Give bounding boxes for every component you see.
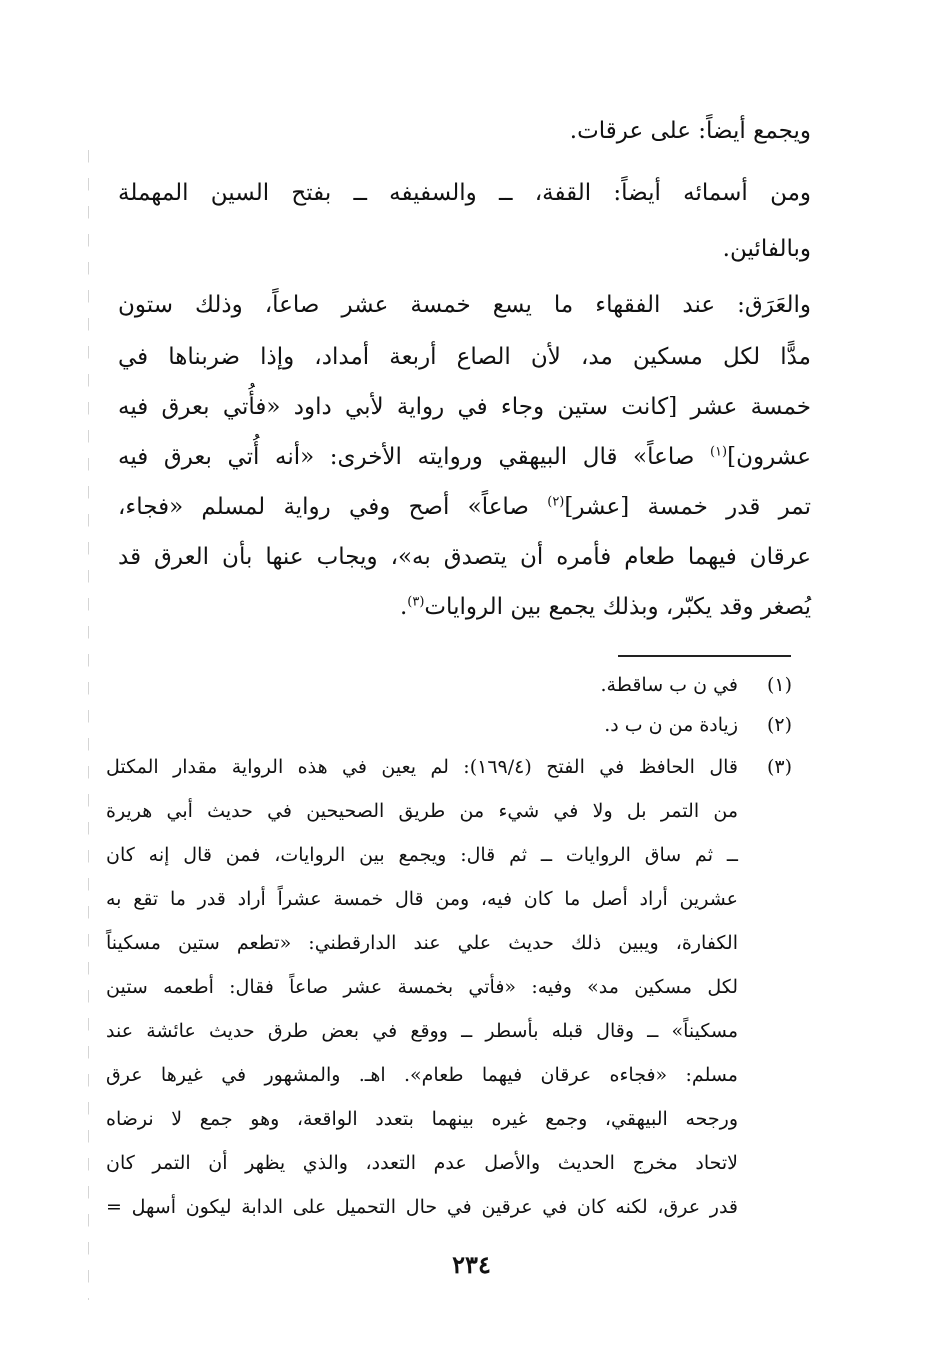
paragraph-3-line-7-end: .	[399, 594, 408, 620]
footnote-3-line-10: لاتحاد مخرج الحديث والأصل عدم التعدد، والذي يظهر أن التمر كان	[106, 1152, 738, 1174]
paragraph-1-line-1: ويجمع أيضاً: على عرقات.	[569, 118, 811, 144]
footnote-1-number: (١)	[766, 674, 792, 696]
paragraph-3-line-7-start: يُصغر وقد يكبّر، وبذلك يجمع بين الروايات	[424, 594, 811, 620]
footnote-separator	[618, 655, 791, 657]
footnote-3-number: (٣)	[766, 756, 792, 778]
footnote-3-line-6: لكل مسكين مد» وفيه: «فأتي بخمسة عشر صاعاً فقال: أطعمه ستين	[106, 976, 738, 998]
footnote-ref-1: (١)	[709, 444, 728, 460]
paragraph-2-line-1: ومن أسمائه أيضاً: القفة، ــ والسفيفه ــ بفتح السين المهملة	[118, 180, 811, 206]
footnote-3-line-5: الكفارة، ويبين ذلك حديث علي عند الدارقطني: «تطعم ستين مسكيناً	[106, 932, 738, 954]
footnote-3-line-11: قدر عرق، لكنه كان في عرقين في حال التحميل على الدابة ليكون أسهل =	[106, 1196, 738, 1218]
footnote-1-text: في ن ب ساقطة.	[600, 674, 738, 696]
page-number: ٢٣٤	[452, 1250, 491, 1279]
paragraph-3-line-3: خمسة عشر [كانت ستين وجاء في رواية لأبي داود «فأُتي بعرق فيه	[118, 394, 811, 420]
footnote-3-line-4: عشرين أراد أصل ما كان فيه، ومن قال خمسة عشراً أراد قدر ما تقع به	[106, 888, 738, 910]
page-edge-dots	[88, 150, 89, 1300]
footnote-ref-2: (٢)	[547, 494, 565, 510]
footnote-3-line-8: مسلم: «فجاءه عرقان فيهما طعام». اهـ. والمشهور في غيرها عرق	[106, 1064, 738, 1086]
paragraph-2-line-2: وبالفائين.	[722, 236, 811, 262]
paragraph-3-line-4-end: صاعاً» قال البيهقي وروايته الأخرى: «أنه أُتي بعرق فيه	[118, 444, 710, 470]
footnote-3-line-7: مسكيناً» ــ وقال قبله بأسطر ــ ووقع في بعض طرق حديث عائشة عند	[106, 1020, 738, 1042]
footnote-3-line-1: قال الحافظ في الفتح (١٦٩/٤): لم يعين في هذه الرواية مقدار المكتل	[106, 756, 738, 778]
footnote-3-line-9: ورجحه البيهقي، وجمع غيره بينهما بتعدد الواقعة، وهو جمع لا نرضاه	[106, 1108, 738, 1130]
paragraph-3-line-5-start: تمر قدر خمسة [عشر]	[564, 494, 811, 520]
paragraph-3-line-5	[118, 494, 811, 520]
paragraph-3-line-4-start: عشرون]	[727, 444, 811, 470]
paragraph-3-line-1: والعَرَق: عند الفقهاء ما يسع خمسة عشر صاعاً، وذلك ستون	[118, 292, 811, 318]
footnote-3-line-2: من التمر بل ولا في شيء من طريق الصحيحين في حديث أبي هريرة	[106, 800, 738, 822]
paragraph-3-line-4	[118, 444, 811, 470]
footnote-3-line-3: ــ ثم ساق الروايات ــ ثم قال: ويجمع بين الروايات، فمن قال إنه كان	[106, 844, 738, 866]
paragraph-3-line-2: مدًّا لكل مسكين مد، لأن الصاع أربعة أمداد، وإذا ضربناها في	[118, 344, 811, 370]
paragraph-3-line-5-end: صاعاً» أصح وفي رواية لمسلم «فجاء،	[118, 494, 548, 520]
footnote-2-number: (٢)	[766, 714, 792, 736]
paragraph-3-line-6: عرقان فيهما طعام فأمره أن يتصدق به»، ويجاب عنها بأن العرق قد	[118, 544, 811, 570]
footnote-2-text: زيادة من ن ب د.	[604, 714, 738, 736]
paragraph-3-line-7	[118, 594, 811, 620]
footnote-ref-3: (٣)	[407, 594, 425, 610]
